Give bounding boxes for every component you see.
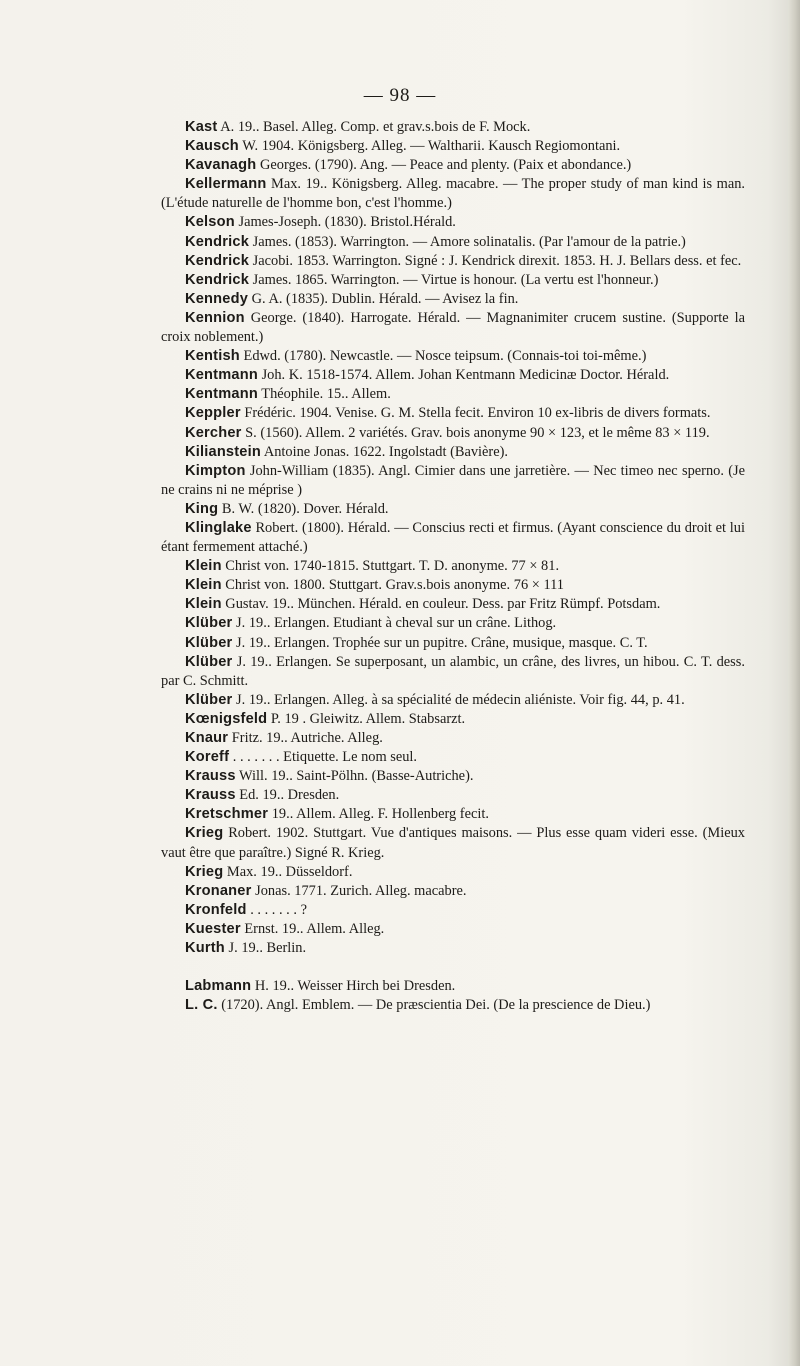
- entry-name: Kennedy: [185, 290, 249, 307]
- entry-name: Kentmann: [185, 367, 258, 384]
- entry-text: J. 19.. Berlin.: [228, 940, 307, 957]
- entry-text: Théophile. 15.. Allem.: [261, 386, 391, 403]
- entry-text: Christ von. 1800. Stuttgart. Grav.s.bois anonyme. 76 × 111: [225, 577, 564, 594]
- entry: [161, 118, 745, 137]
- entry: [161, 156, 745, 175]
- entry-text: James. 1865. Warrington. — Virtue is honour. (La vertu est l'honneur.): [252, 271, 659, 288]
- entry-text: W. 1904. Königsberg. Alleg. — Waltharii. Kausch Regiomontani.: [242, 138, 621, 155]
- entry-name: Kast: [185, 119, 218, 135]
- entry-name: Kercher: [185, 424, 242, 441]
- entry: [161, 920, 745, 939]
- entry-name: King: [185, 500, 219, 517]
- entry-name: Kronaner: [185, 882, 252, 899]
- entry-text: H. 19.. Weisser Hirch bei Dresden.: [254, 978, 456, 995]
- entry: [161, 996, 745, 1015]
- entry-text: Antoine Jonas. 1622. Ingolstadt (Bavière).: [263, 443, 509, 460]
- entry-text: James. (1853). Warrington. — Amore solinatalis. (Par l'amour de la patrie.): [252, 233, 686, 250]
- entry: [161, 271, 745, 290]
- entry: [161, 634, 745, 653]
- entry-name: Kendrick: [185, 252, 250, 269]
- entry-text: G. A. (1835). Dublin. Hérald. — Avisez la fin.: [251, 290, 519, 307]
- entry: [161, 710, 745, 729]
- entry-text: Max. 19.. Königsberg. Alleg. macabre. — The proper study of man kind is man. (L'étude naturelle de l'homme bon, c'est l'homme.): [161, 176, 745, 212]
- entry-list: [161, 118, 745, 1015]
- entry-text: Ernst. 19.. Allem. Alleg.: [244, 920, 385, 937]
- entry-text: J. 19.. Erlangen. Se superposant, un alambic, un crâne, des livres, un hibou. C. T. dess. par C. Schmitt.: [161, 653, 745, 689]
- entry: [161, 443, 745, 462]
- entry-name: Kimpton: [185, 462, 246, 479]
- entry: [161, 786, 745, 805]
- entry-name: Labmann: [185, 978, 252, 995]
- entry-name: Kelson: [185, 214, 235, 231]
- entry-name: Klüber: [185, 653, 233, 670]
- entry: [161, 939, 745, 958]
- entry-text: J. 19.. Erlangen. Etudiant à cheval sur un crâne. Lithog.: [236, 615, 557, 632]
- entry-name: L. C.: [185, 997, 218, 1014]
- entry-name: Klein: [185, 596, 222, 613]
- entry: [161, 424, 745, 443]
- entry: [161, 805, 745, 824]
- entry-text: Ed. 19.. Dresden.: [239, 787, 340, 804]
- entry-text: Fritz. 19.. Autriche. Alleg.: [231, 730, 383, 746]
- entry-name: Klein: [185, 558, 222, 575]
- entry: [161, 653, 745, 691]
- entry-text: Georges. (1790). Ang. — Peace and plenty. (Paix et abondance.): [259, 157, 632, 174]
- entry-name: Klein: [185, 577, 222, 594]
- entry-name: Krieg: [185, 825, 224, 842]
- entry-text: Edwd. (1780). Newcastle. — Nosce teipsum. (Connais-toi toi-même.): [243, 348, 647, 365]
- entry-name: Kellermann: [185, 176, 267, 193]
- entry-name: Kentish: [185, 348, 240, 365]
- entry-name: Kœnigsfeld: [185, 710, 268, 727]
- entry: [161, 347, 745, 366]
- entry-text: Christ von. 1740-1815. Stuttgart. T. D. anonyme. 77 × 81.: [225, 558, 560, 575]
- entry: [161, 882, 745, 901]
- entry: [161, 366, 745, 385]
- entry-name: Kavanagh: [185, 157, 257, 174]
- entry-text: . . . . . . . Etiquette. Le nom seul.: [232, 749, 418, 766]
- entry-text: George. (1840). Harrogate. Hérald. — Magnanimiter crucem sustine. (Supporte la croix noblement.): [161, 309, 746, 346]
- entry-name: Koreff: [185, 749, 230, 766]
- entry-text: (1720). Angl. Emblem. — De præscientia Dei. (De la prescience de Dieu.): [221, 997, 651, 1014]
- page-number: — 98 —: [363, 85, 437, 106]
- entry-name: Kuester: [185, 920, 241, 937]
- entry: [161, 462, 745, 500]
- entry: [161, 767, 745, 786]
- entry: [161, 175, 745, 213]
- entry-text: Jacobi. 1853. Warrington. Signé : J. Kendrick direxit. 1853. H. J. Bellars dess. et fec.: [252, 252, 742, 269]
- entry-name: Kurth: [185, 940, 225, 957]
- entry: [161, 824, 745, 862]
- entry: [161, 137, 745, 156]
- entry-name: Klüber: [185, 634, 233, 651]
- entry: [161, 901, 745, 920]
- page-edge: [788, 0, 800, 1366]
- entry-text: Joh. K. 1518-1574. Allem. Johan Kentmann Medicinæ Doctor. Hérald.: [261, 367, 670, 384]
- entry: [161, 595, 745, 614]
- entry-text: A. 19.. Basel. Alleg. Comp. et grav.s.bois de F. Mock.: [220, 119, 531, 135]
- entry-name: Kausch: [185, 138, 239, 155]
- entry: [161, 691, 745, 710]
- entry-name: Kilianstein: [185, 443, 261, 460]
- entry-text: Jonas. 1771. Zurich. Alleg. macabre.: [255, 882, 467, 899]
- entry: [161, 404, 745, 423]
- entry: [161, 729, 745, 748]
- entry-text: J. 19.. Erlangen. Trophée sur un pupitre. Crâne, musique, masque. C. T.: [236, 634, 648, 651]
- entry: [161, 557, 745, 576]
- entry-name: Kendrick: [185, 271, 250, 288]
- entry-text: Robert. 1902. Stuttgart. Vue d'antiques maisons. — Plus esse quam videri esse. (Mieux vaut être que paraître.) Signé R. Krieg.: [161, 825, 745, 861]
- entry-text: P. 19 . Gleiwitz. Allem. Stabsarzt.: [270, 710, 466, 727]
- entry: [161, 614, 745, 633]
- entry: [161, 977, 745, 996]
- entry: [161, 748, 745, 767]
- entry-name: Knaur: [185, 730, 229, 746]
- entry-name: Krauss: [185, 768, 236, 785]
- entry-text: J. 19.. Erlangen. Alleg. à sa spécialité de médecin aliéniste. Voir fig. 44, p. 41.: [236, 691, 685, 708]
- entry-name: Kendrick: [185, 233, 250, 250]
- entry: [161, 233, 745, 252]
- entry-text: Will. 19.. Saint-Pölhn. (Basse-Autriche).: [239, 768, 474, 785]
- entry: [161, 309, 745, 347]
- entry-text: John-William (1835). Angl. Cimier dans une jarretière. — Nec timeo nec sperno. (Je ne crains ni ne méprise ): [161, 462, 745, 498]
- entry-text: Frédéric. 1904. Venise. G. M. Stella fecit. Environ 10 ex-libris de divers formats.: [244, 405, 711, 422]
- entry-text: Gustav. 19.. München. Hérald. en couleur. Dess. par Fritz Rümpf. Potsdam.: [225, 596, 661, 613]
- entry: [161, 213, 745, 232]
- entry-text: Robert. (1800). Hérald. — Conscius recti et firmus. (Ayant conscience du droit et lui étant fermement attaché.): [161, 519, 745, 556]
- entry-name: Kretschmer: [185, 806, 269, 823]
- entry-name: Keppler: [185, 405, 241, 422]
- entry: [161, 519, 745, 557]
- entry-name: Klüber: [185, 615, 233, 632]
- entry-text: James-Joseph. (1830). Bristol.Hérald.: [238, 214, 456, 231]
- entry: [161, 863, 745, 882]
- entry: [161, 500, 745, 519]
- entry-name: Klüber: [185, 691, 233, 708]
- entry-name: Krauss: [185, 787, 236, 804]
- entry: [161, 576, 745, 595]
- entry: [161, 290, 745, 309]
- entry-name: Kentmann: [185, 386, 258, 403]
- entry-text: B. W. (1820). Dover. Hérald.: [221, 500, 389, 517]
- entry-text: . . . . . . . ?: [250, 901, 307, 918]
- entry-name: Krieg: [185, 863, 224, 880]
- section-gap: [161, 958, 745, 977]
- entry: [161, 252, 745, 271]
- entry-text: 19.. Allem. Alleg. F. Hollenberg fecit.: [271, 806, 489, 823]
- entry-text: Max. 19.. Düsseldorf.: [226, 863, 353, 880]
- entry: [161, 385, 745, 404]
- entry-name: Kennion: [185, 309, 245, 326]
- entry-name: Kronfeld: [185, 901, 247, 918]
- entry-name: Klinglake: [185, 519, 252, 536]
- entry-text: S. (1560). Allem. 2 variétés. Grav. bois anonyme 90 × 123, et le même 83 × 119.: [245, 424, 710, 441]
